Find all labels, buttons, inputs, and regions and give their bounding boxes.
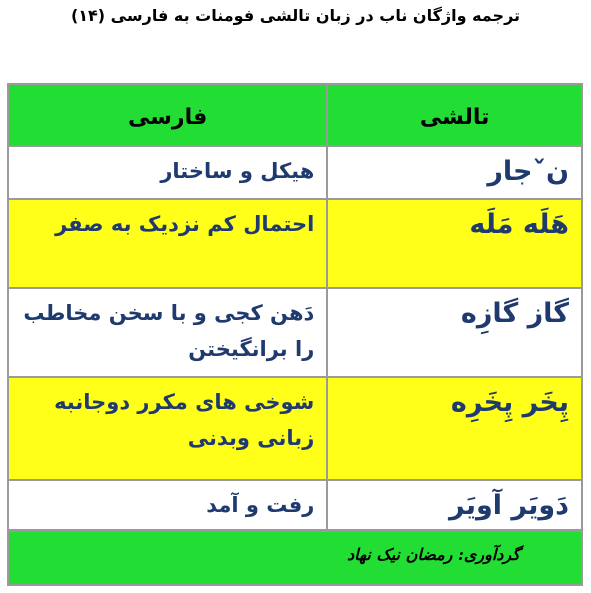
header-farsi: فارسی (8, 84, 327, 146)
farsi-meaning: دَهن کجی و با سخن مخاطب را برانگیختن (8, 288, 327, 377)
talishi-word: دَویَر آویَر (327, 480, 582, 530)
farsi-meaning: شوخی های مکرر دوجانبه زبانی وبدنی (8, 377, 327, 480)
farsi-meaning: رفت و آمد (8, 480, 327, 530)
talishi-word: نˇجار (327, 146, 582, 199)
compiler-footer (7, 530, 583, 586)
compiler-credit: گردآوری: رمضان نیک نهاد (347, 545, 520, 564)
page-title: ترجمه واژگان ناب در زبان تالشی فومنات به فارسی (۱۴) (70, 6, 521, 25)
table-row (8, 480, 582, 530)
table-row (8, 288, 582, 377)
table-row (8, 377, 582, 480)
table-row (8, 146, 582, 199)
farsi-meaning: احتمال کم نزدیک به صفر (8, 199, 327, 288)
vocabulary-table (7, 83, 583, 531)
talishi-word: پِخَر پِخَرِه (327, 377, 582, 480)
farsi-meaning: هیکل و ساختار (8, 146, 327, 199)
header-talishi: تالشی (327, 84, 582, 146)
talishi-word: گاز گازِه (327, 288, 582, 377)
table-header-row (8, 84, 582, 146)
talishi-word: هَلَه مَلَه (327, 199, 582, 288)
table-row (8, 199, 582, 288)
